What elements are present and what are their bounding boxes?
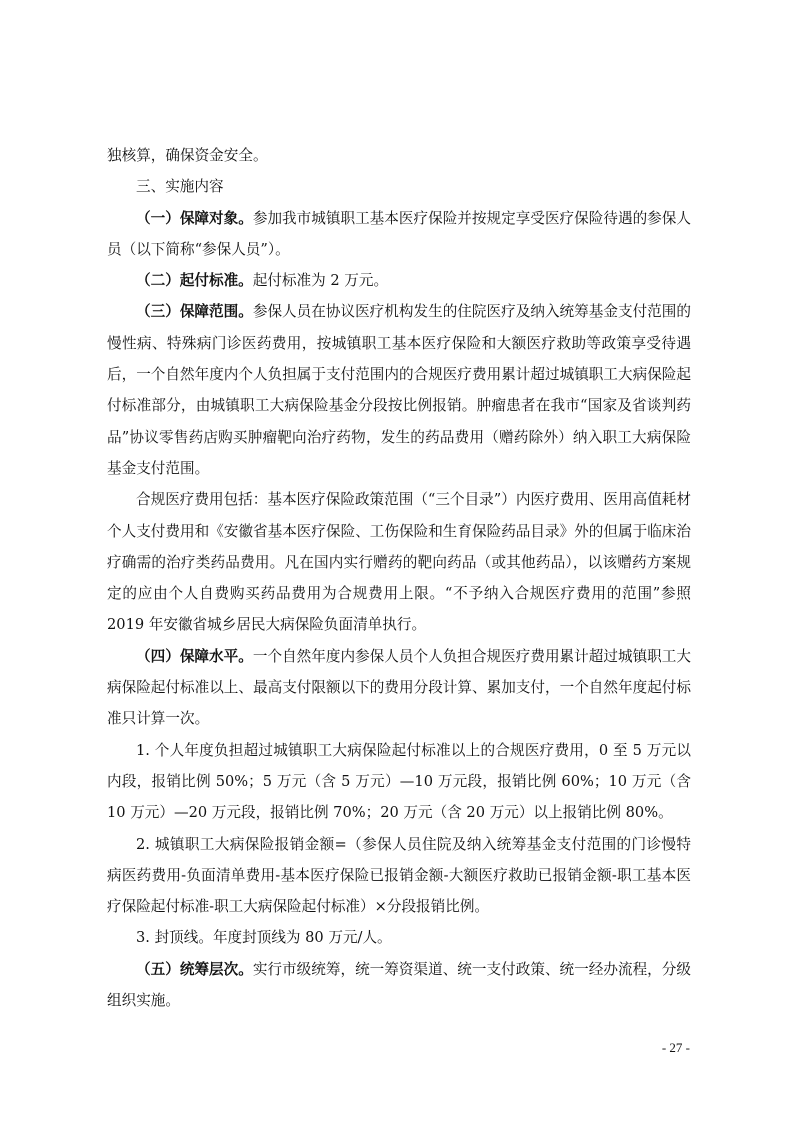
list-item-text: 1. 个人年度负担超过城镇职工大病保险起付标准以上的合规医疗费用，0 至 5 万元以内段，报销比例 50%；5 万元（含 5 万元）—10 万元段，报销比例 60%；10 万元（含 10 万元）—20 万元段，报销比例 70%；20 万元（含 20 万元）以上报销比例 80%。	[107, 741, 691, 822]
page-number: - 27 -	[661, 1040, 690, 1055]
paragraph-coverage-scope	[107, 296, 691, 484]
paragraph-text: 实行市级统筹，统一筹资渠道、统一支付政策、统一经办流程，分级组织实施。	[107, 960, 691, 1010]
paragraph-text: 参加我市城镇职工基本医疗保险并按规定享受医疗保险待遇的参保人员（以下简称“参保人员”）。	[107, 209, 691, 258]
document-body	[107, 140, 691, 1016]
paragraph-lead: （三）保障范围。	[136, 303, 253, 321]
list-item-3	[107, 922, 691, 953]
paragraph-text: 合规医疗费用包括：基本医疗保险政策范围（“三个目录”）内医疗费用、医用高值耗材个人支付费用和《安徽省基本医疗保险、工伤保险和生育保险药品目录》外的但属于临床治疗确需的治疗类药品费用。凡在国内实行赠药的靶向药品（或其他药品），以该赠药方案规定的应由个人自费购买药品费用为合规费用上限。“不予纳入合规医疗费用的范围”参照 2019 年安徽省城乡居民大病保险负面清单执行。	[107, 491, 691, 634]
paragraph-lead: （二）起付标准。	[136, 272, 253, 290]
paragraph-text: 独核算，确保资金安全。	[107, 147, 268, 164]
paragraph-deductible	[107, 265, 691, 296]
list-item-text: 2. 城镇职工大病保险报销金额=（参保人员住院及纳入统筹基金支付范围的门诊慢特病医药费用-负面清单费用-基本医疗保险已报销金额-大额医疗救助已报销金额-职工基本医疗保险起付标准-职工大病保险起付标准）×分段报销比例。	[107, 835, 691, 916]
paragraph-lead: （四）保障水平。	[136, 647, 253, 665]
list-item-2	[107, 829, 691, 923]
paragraph-coverage-target	[107, 203, 691, 266]
section-heading	[107, 171, 691, 202]
paragraph-lead: （五）统筹层次。	[136, 960, 253, 978]
list-item-1	[107, 735, 691, 829]
section-heading-text: 三、实施内容	[136, 178, 224, 196]
list-item-text: 3. 封顶线。年度封顶线为 80 万元/人。	[136, 929, 392, 947]
paragraph-coverage-level	[107, 641, 691, 735]
paragraph-text: 一个自然年度内参保人员个人负担合规医疗费用累计超过城镇职工大病保险起付标准以上、最高支付限额以下的费用分段计算、累加支付，一个自然年度起付标准只计算一次。	[107, 647, 691, 728]
paragraph-pooling-level	[107, 954, 691, 1017]
paragraph-continuation	[107, 140, 691, 171]
paragraph-text: 参保人员在协议医疗机构发生的住院医疗及纳入统筹基金支付范围的慢性病、特殊病门诊医药费用，按城镇职工基本医疗保险和大额医疗救助等政策享受待遇后，一个自然年度内个人负担属于支付范围内的合规医疗费用累计超过城镇职工大病保险起付标准部分，由城镇职工大病保险基金分段按比例报销。肿瘤患者在我市“国家及省谈判药品”协议零售药店购买肿瘤靶向治疗药物，发生的药品费用（赠药除外）纳入职工大病保险基金支付范围。	[107, 303, 691, 477]
paragraph-text: 起付标准为 2 万元。	[252, 272, 389, 290]
paragraph-eligible-costs	[107, 484, 691, 640]
paragraph-lead: （一）保障对象。	[136, 209, 253, 227]
